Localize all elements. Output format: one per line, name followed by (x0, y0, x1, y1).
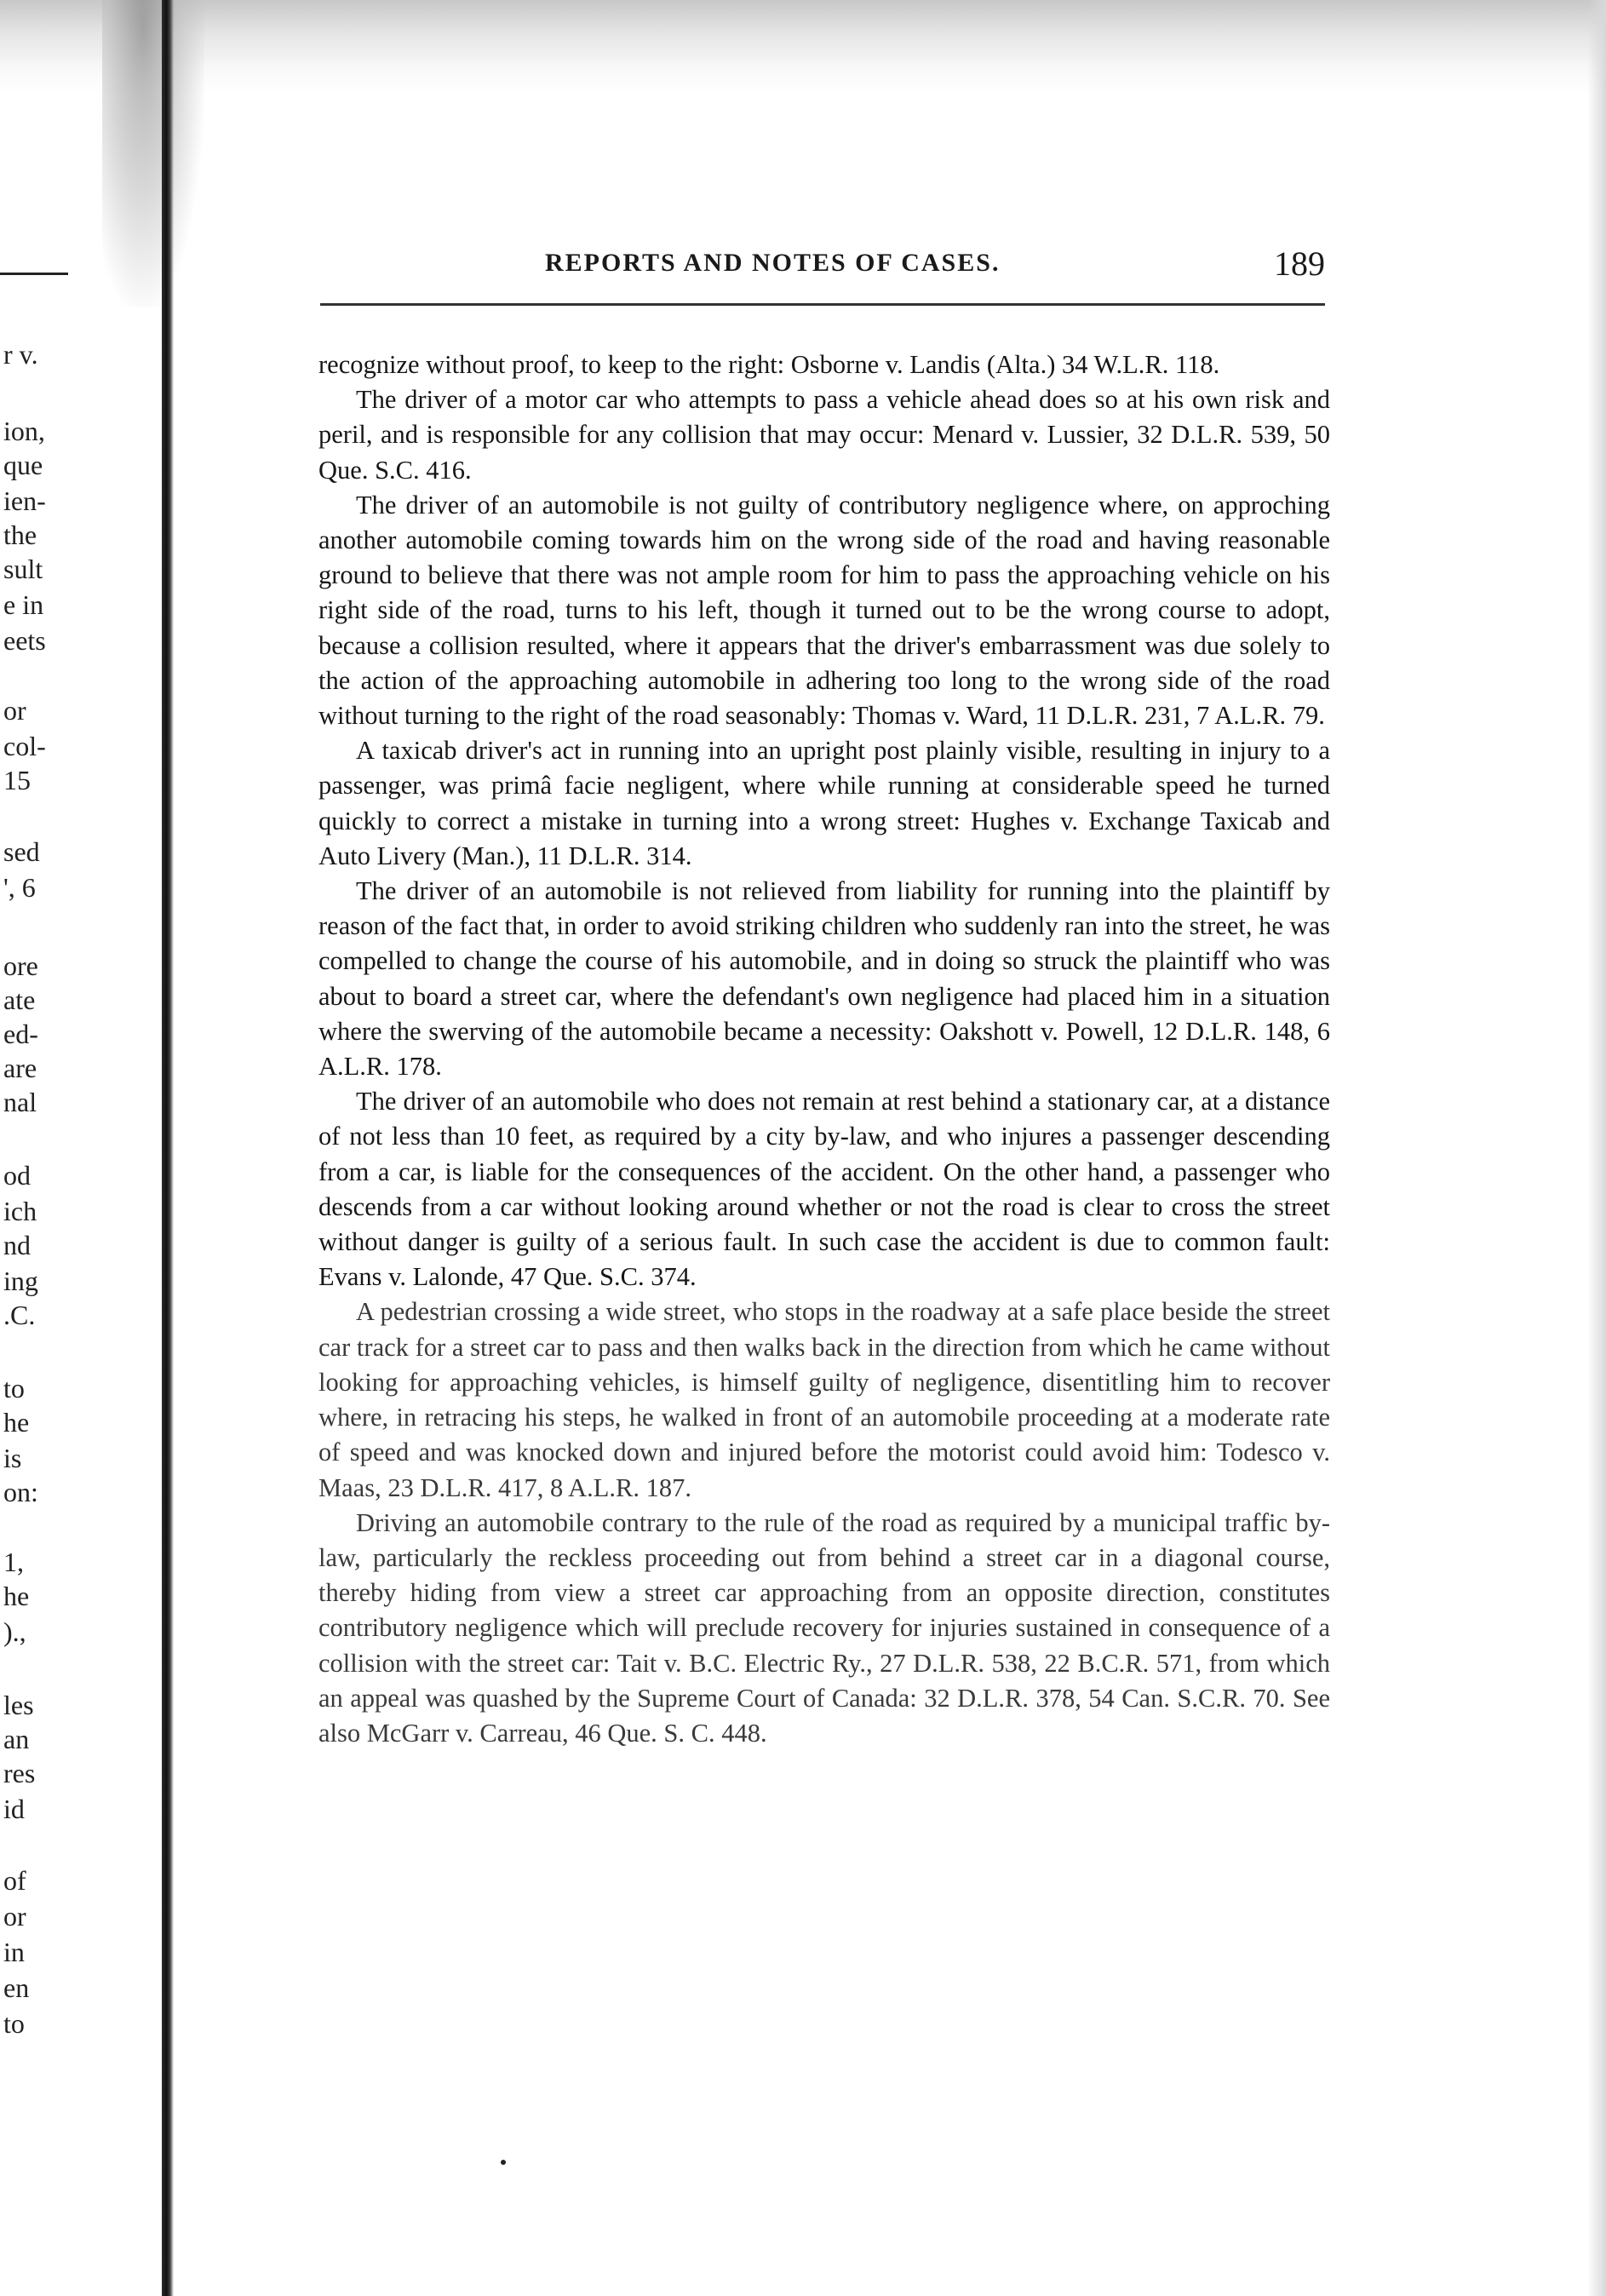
paragraph: recognize without proof, to keep to the right: Osborne v. Landis (Alta.) 34 W.L.R. 118. (318, 350, 1220, 379)
margin-fragment: ien- (3, 485, 46, 516)
margin-fragment: nal (3, 1087, 37, 1117)
stray-ink-dot (501, 2160, 506, 2165)
margin-fragment: od (3, 1160, 31, 1191)
case-notes-body (318, 347, 1330, 1751)
margin-fragment: 1, (3, 1547, 24, 1577)
margin-fragment: e in (3, 589, 44, 620)
binding-gutter (162, 0, 174, 2296)
scan-noise-top (0, 0, 1606, 94)
margin-fragment: ore (3, 950, 38, 981)
page-edge-shadow (1587, 0, 1606, 2296)
margin-fragment: 15 (3, 765, 31, 795)
margin-fragment: or (3, 695, 26, 726)
paragraph: The driver of a motor car who attempts to pass a vehicle ahead does so at his own risk and peril, and is responsible for any collision that may occur: Menard v. Lussier, 32 D.L.R. 539, 50 Que. S.C. 416. (318, 385, 1330, 485)
margin-fragment: eets (3, 625, 46, 656)
margin-fragment: col- (3, 731, 46, 761)
margin-fragment: que (3, 450, 43, 480)
scan-noise-left (102, 0, 204, 307)
margin-fragment: to (3, 2008, 25, 2039)
header-rule (320, 303, 1325, 306)
margin-fragment: ed- (3, 1019, 38, 1049)
margin-fragment: ate (3, 984, 36, 1015)
margin-fragment: ich (3, 1196, 37, 1226)
paragraph: A pedestrian crossing a wide street, who stops in the roadway at a safe place beside the street car track for a street car to pass and then walks back in the direction from which he came without looking for approaching vehicles, is himself guilty of negligence, disentitling him to recover where, in retracing his steps, he walked in front of an automobile proceeding at a moderate rate of speed and was knocked down and injured before the motorist could avoid him: Todesco v. Maas, 23 D.L.R. 417, 8 A.L.R. 187. (318, 1297, 1330, 1502)
margin-fragment: in (3, 1937, 25, 1967)
margin-fragment: .C. (3, 1300, 36, 1330)
paragraph: The driver of an automobile is not guilty of contributory negligence where, on approching another automobile coming towards him on the wrong side of the road and having reasonable ground to believe that there was not ample room for him to pass the approaching vehicle on his right side of the road, turns to his left, though it turned out to be the wrong course to adopt, because a collision resulted, where it appears that the driver's embarrassment was due solely to the action of the approaching automobile in adhering too long to the wrong side of the road without turning to the right of the road seasonably: Thomas v. Ward, 11 D.L.R. 231, 7 A.L.R. 79. (318, 490, 1330, 731)
paragraph: A taxicab driver's act in running into an upright post plainly visible, resulting in injury to a passenger, was primâ facie negligent, where while running at considerable speed he turned quickly to correct a mistake in turning into a wrong street: Hughes v. Exchange Taxicab and Auto Livery (Man.), 11 D.L.R. 314. (318, 736, 1330, 870)
margin-fragment: res (3, 1758, 36, 1788)
paragraph: Driving an automobile contrary to the rule of the road as required by a municipal traffic by-law, particularly the reckless proceeding out from behind a street car in a diagonal course, thereby hiding from view a street car approaching from an opposite direction, constitutes contributory negligence which will preclude recovery for injuries sustained in consequence of a collision with the street car: Tait v. B.C. Electric Ry., 27 D.L.R. 538, 22 B.C.R. 571, from which an appeal was quashed by the Supreme Court of Canada: 32 D.L.R. 378, 54 Can. S.C.R. 70. See also McGarr v. Carreau, 46 Que. S. C. 448. (318, 1507, 1330, 1748)
running-head: REPORTS AND NOTES OF CASES. (545, 249, 1001, 277)
margin-fragment: of (3, 1865, 26, 1896)
margin-fragment: )., (3, 1616, 26, 1647)
paragraph: The driver of an automobile who does not remain at rest behind a stationary car, at a distance of not less than 10 feet, as required by a city by-law, and who injures a passenger descending from a car, is liable for the consequences of the accident. On the other hand, a passenger who descends from a car without looking around whether or not the road is clear to cross the street without danger is guilty of a serious fault. In such case the accident is due to common fault: Evans v. Lalonde, 47 Que. S.C. 374. (318, 1087, 1330, 1292)
page-number: 189 (1274, 244, 1325, 283)
margin-fragment: sed (3, 836, 40, 867)
margin-fragment: sult (3, 554, 43, 584)
margin-fragment: an (3, 1724, 30, 1754)
margin-fragment: nd (3, 1230, 31, 1260)
margin-fragment: to (3, 1373, 25, 1403)
margin-fragment: are (3, 1053, 37, 1083)
paragraph: The driver of an automobile is not relieved from liability for running into the plaintiff by reason of the fact that, in order to avoid striking children who suddenly ran into the street, he was compelled to change the course of his automobile, and in doing so struck the plaintiff who was about to board a street car, where the defendant's own negligence had placed him in a situation where the swerving of the automobile became a necessity: Oakshott v. Powell, 12 D.L.R. 148, 6 A.L.R. 178. (318, 876, 1330, 1082)
margin-fragment: the (3, 519, 37, 550)
margin-fragment: on: (3, 1477, 38, 1507)
margin-fragment: is (3, 1443, 22, 1473)
margin-fragment: ion, (3, 416, 45, 446)
margin-fragment: r v. (3, 339, 38, 370)
margin-fragment: ing (3, 1266, 38, 1296)
margin-fragment: les (3, 1690, 34, 1720)
margin-fragment: id (3, 1794, 25, 1824)
margin-fragment: he (3, 1581, 30, 1611)
margin-fragment: ', 6 (3, 872, 36, 903)
margin-fragment: he (3, 1407, 30, 1438)
facing-page-rule (0, 273, 68, 275)
margin-fragment: or (3, 1901, 26, 1932)
margin-fragment: en (3, 1972, 30, 2003)
